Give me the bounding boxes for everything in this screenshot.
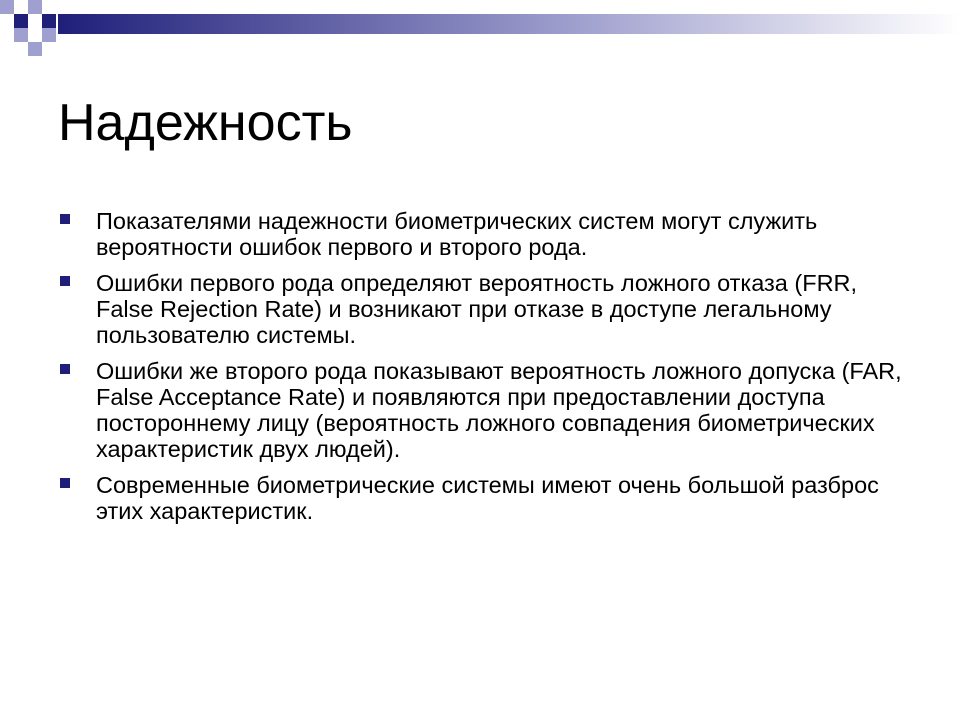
bullet-text: Ошибки первого рода определяют вероятность ложного отказа (FRR, False Rejection Rate) и возникают при отказе в доступе легальному пользователю системы. [96, 270, 858, 348]
deco-square [28, 42, 42, 56]
deco-square [42, 28, 56, 42]
header-decoration [0, 0, 960, 60]
slide-title: Надежность [58, 94, 353, 152]
deco-square [42, 14, 56, 28]
bullet-item [58, 472, 918, 524]
bullet-item [58, 208, 918, 260]
deco-square [0, 0, 14, 14]
header-gradient-band [58, 14, 960, 34]
square-bullet-icon [60, 364, 70, 374]
square-bullet-icon [60, 276, 70, 286]
bullet-item [58, 270, 918, 348]
deco-square [14, 14, 28, 28]
bullet-text: Показателями надежности биометрических систем могут служить вероятности ошибок первого и второго рода. [96, 208, 818, 260]
bullet-text: Современные биометрические системы имеют очень большой разброс этих характеристик. [96, 472, 879, 524]
bullet-item [58, 358, 918, 462]
bullet-list [58, 208, 918, 534]
bullet-text: Ошибки же второго рода показывают вероятность ложного допуска (FAR, False Acceptance Rate) и появляются при предоставлении доступа постороннему лицу (вероятность ложного совпадения биометрических характеристик двух людей). [96, 358, 902, 462]
deco-square [14, 28, 28, 42]
square-bullet-icon [60, 214, 70, 224]
deco-square [28, 0, 42, 14]
square-bullet-icon [60, 478, 70, 488]
